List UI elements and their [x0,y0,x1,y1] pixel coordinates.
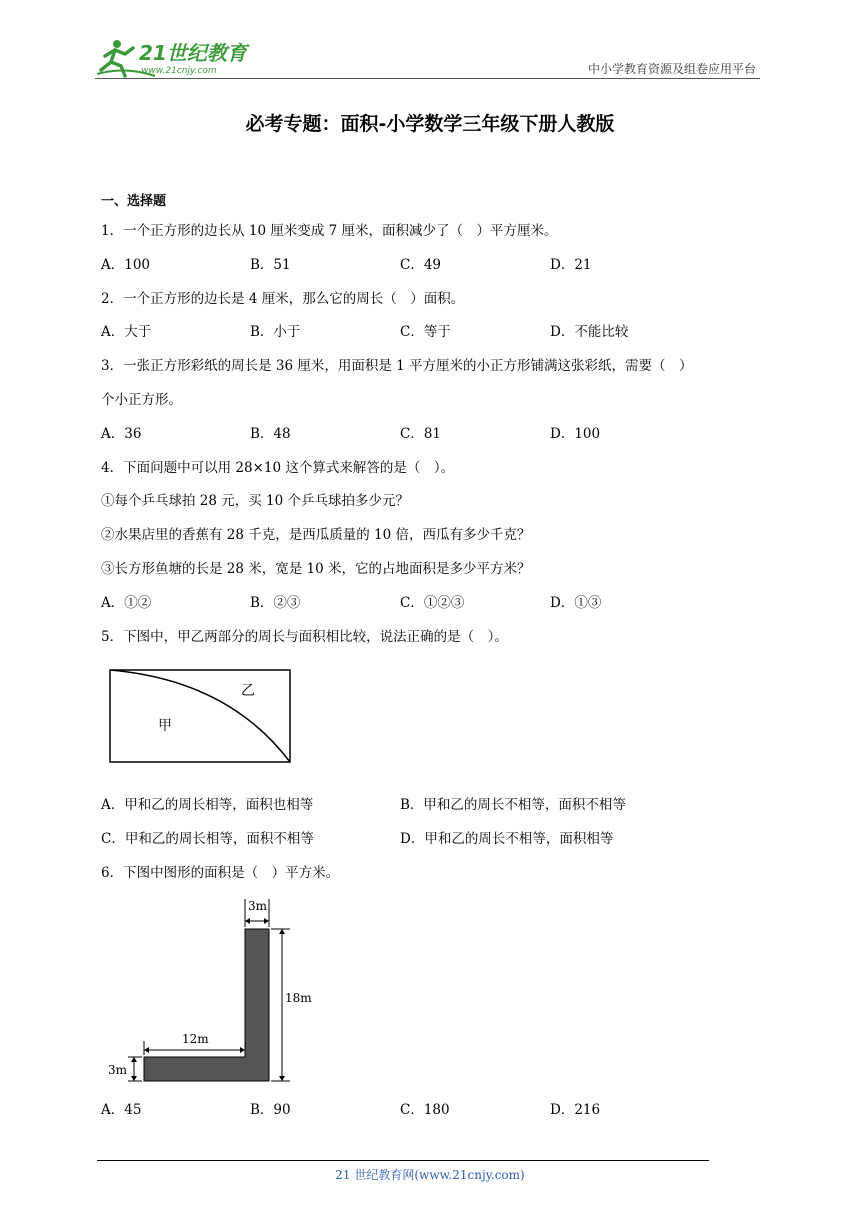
q6-option-d[interactable]: D．216 [550,1102,601,1118]
q3-option-a[interactable]: A．36 [101,426,142,442]
q2-option-a[interactable]: A．大于 [101,324,152,340]
q3-option-c[interactable]: C．81 [400,426,442,442]
q6-label-top-width: 3m [248,899,268,913]
q5-label-jia: 甲 [158,718,172,734]
q6-option-a[interactable]: A．45 [101,1102,142,1118]
question-4-stem: 4．下面问题中可以用 28×10 这个算式来解答的是（ ）。 [101,460,455,476]
q6-option-b[interactable]: B．90 [250,1102,291,1118]
logo-text: 21世纪教育 [139,41,247,65]
q6-label-base-height: 3m [108,1063,128,1077]
q5-option-a[interactable]: A．甲和乙的周长相等，面积也相等 [101,797,314,813]
logo-url: www.21cnjy.com [141,66,217,76]
footer-divider [97,1160,709,1161]
q5-figure [108,668,292,764]
q6-figure [104,893,324,1088]
question-5-stem: 5．下图中，甲乙两部分的周长与面积相比较，说法正确的是（ ）。 [101,629,508,645]
q3-option-d[interactable]: D．100 [550,426,601,442]
question-4-sub-1: ①每个乒乓球拍 28 元，买 10 个乒乓球拍多少元？ [101,493,410,509]
q4-option-b[interactable]: B．②③ [250,595,301,611]
q5-dividing-curve [110,670,290,762]
section-title: 一、选择题 [101,194,167,209]
question-6-stem: 6．下图中图形的面积是（ ）平方米。 [101,865,340,881]
page-title: 必考专题：面积-小学数学三年级下册人教版 [245,113,615,135]
q5-label-yi: 乙 [241,683,255,699]
q1-option-a[interactable]: A．100 [101,257,151,273]
q2-option-b[interactable]: B．小于 [250,324,301,340]
site-logo [95,36,265,80]
q5-option-b[interactable]: B．甲和乙的周长不相等，面积不相等 [400,797,626,813]
q5-option-c[interactable]: C．甲和乙的周长相等，面积不相等 [101,831,314,847]
question-2-stem: 2．一个正方形的边长是 4 厘米，那么它的周长（ ）面积。 [101,291,465,307]
question-3-stem-cont: 个小正方形。 [101,392,182,408]
q2-option-d[interactable]: D．不能比较 [550,324,629,340]
site-name: 中小学教育资源及组卷应用平台 [587,62,756,76]
header-divider [95,78,760,79]
q6-label-base-length: 12m [182,1032,209,1046]
question-3-stem: 3．一张正方形彩纸的周长是 36 厘米，用面积是 1 平方厘米的小正方形铺满这张彩纸，需要（ ） [101,358,693,374]
q4-option-a[interactable]: A．①② [101,595,152,611]
question-1-stem: 1．一个正方形的边长从 10 厘米变成 7 厘米，面积减少了（ ）平方厘米。 [101,223,558,239]
q6-option-c[interactable]: C．180 [400,1102,450,1118]
q3-option-b[interactable]: B．48 [250,426,291,442]
q5-rectangle [110,670,290,762]
q5-option-d[interactable]: D．甲和乙的周长不相等，面积相等 [400,831,614,847]
footer-link[interactable]: 21 世纪教育网(www.21cnjy.com) [335,1168,525,1182]
q4-option-d[interactable]: D．①③ [550,595,602,611]
q2-option-c[interactable]: C．等于 [400,324,451,340]
question-4-sub-3: ③长方形鱼塘的长是 28 米，宽是 10 米，它的占地面积是多少平方米？ [101,561,531,577]
q6-label-height: 18m [285,991,312,1005]
question-4-sub-2: ②水果店里的香蕉有 28 千克，是西瓜质量的 10 倍，西瓜有多少千克？ [101,527,531,543]
q4-option-c[interactable]: C．①②③ [400,595,465,611]
q1-option-c[interactable]: C．49 [400,257,442,273]
q1-option-d[interactable]: D．21 [550,257,592,273]
q6-l-shape [144,929,269,1081]
q1-option-b[interactable]: B．51 [250,257,291,273]
